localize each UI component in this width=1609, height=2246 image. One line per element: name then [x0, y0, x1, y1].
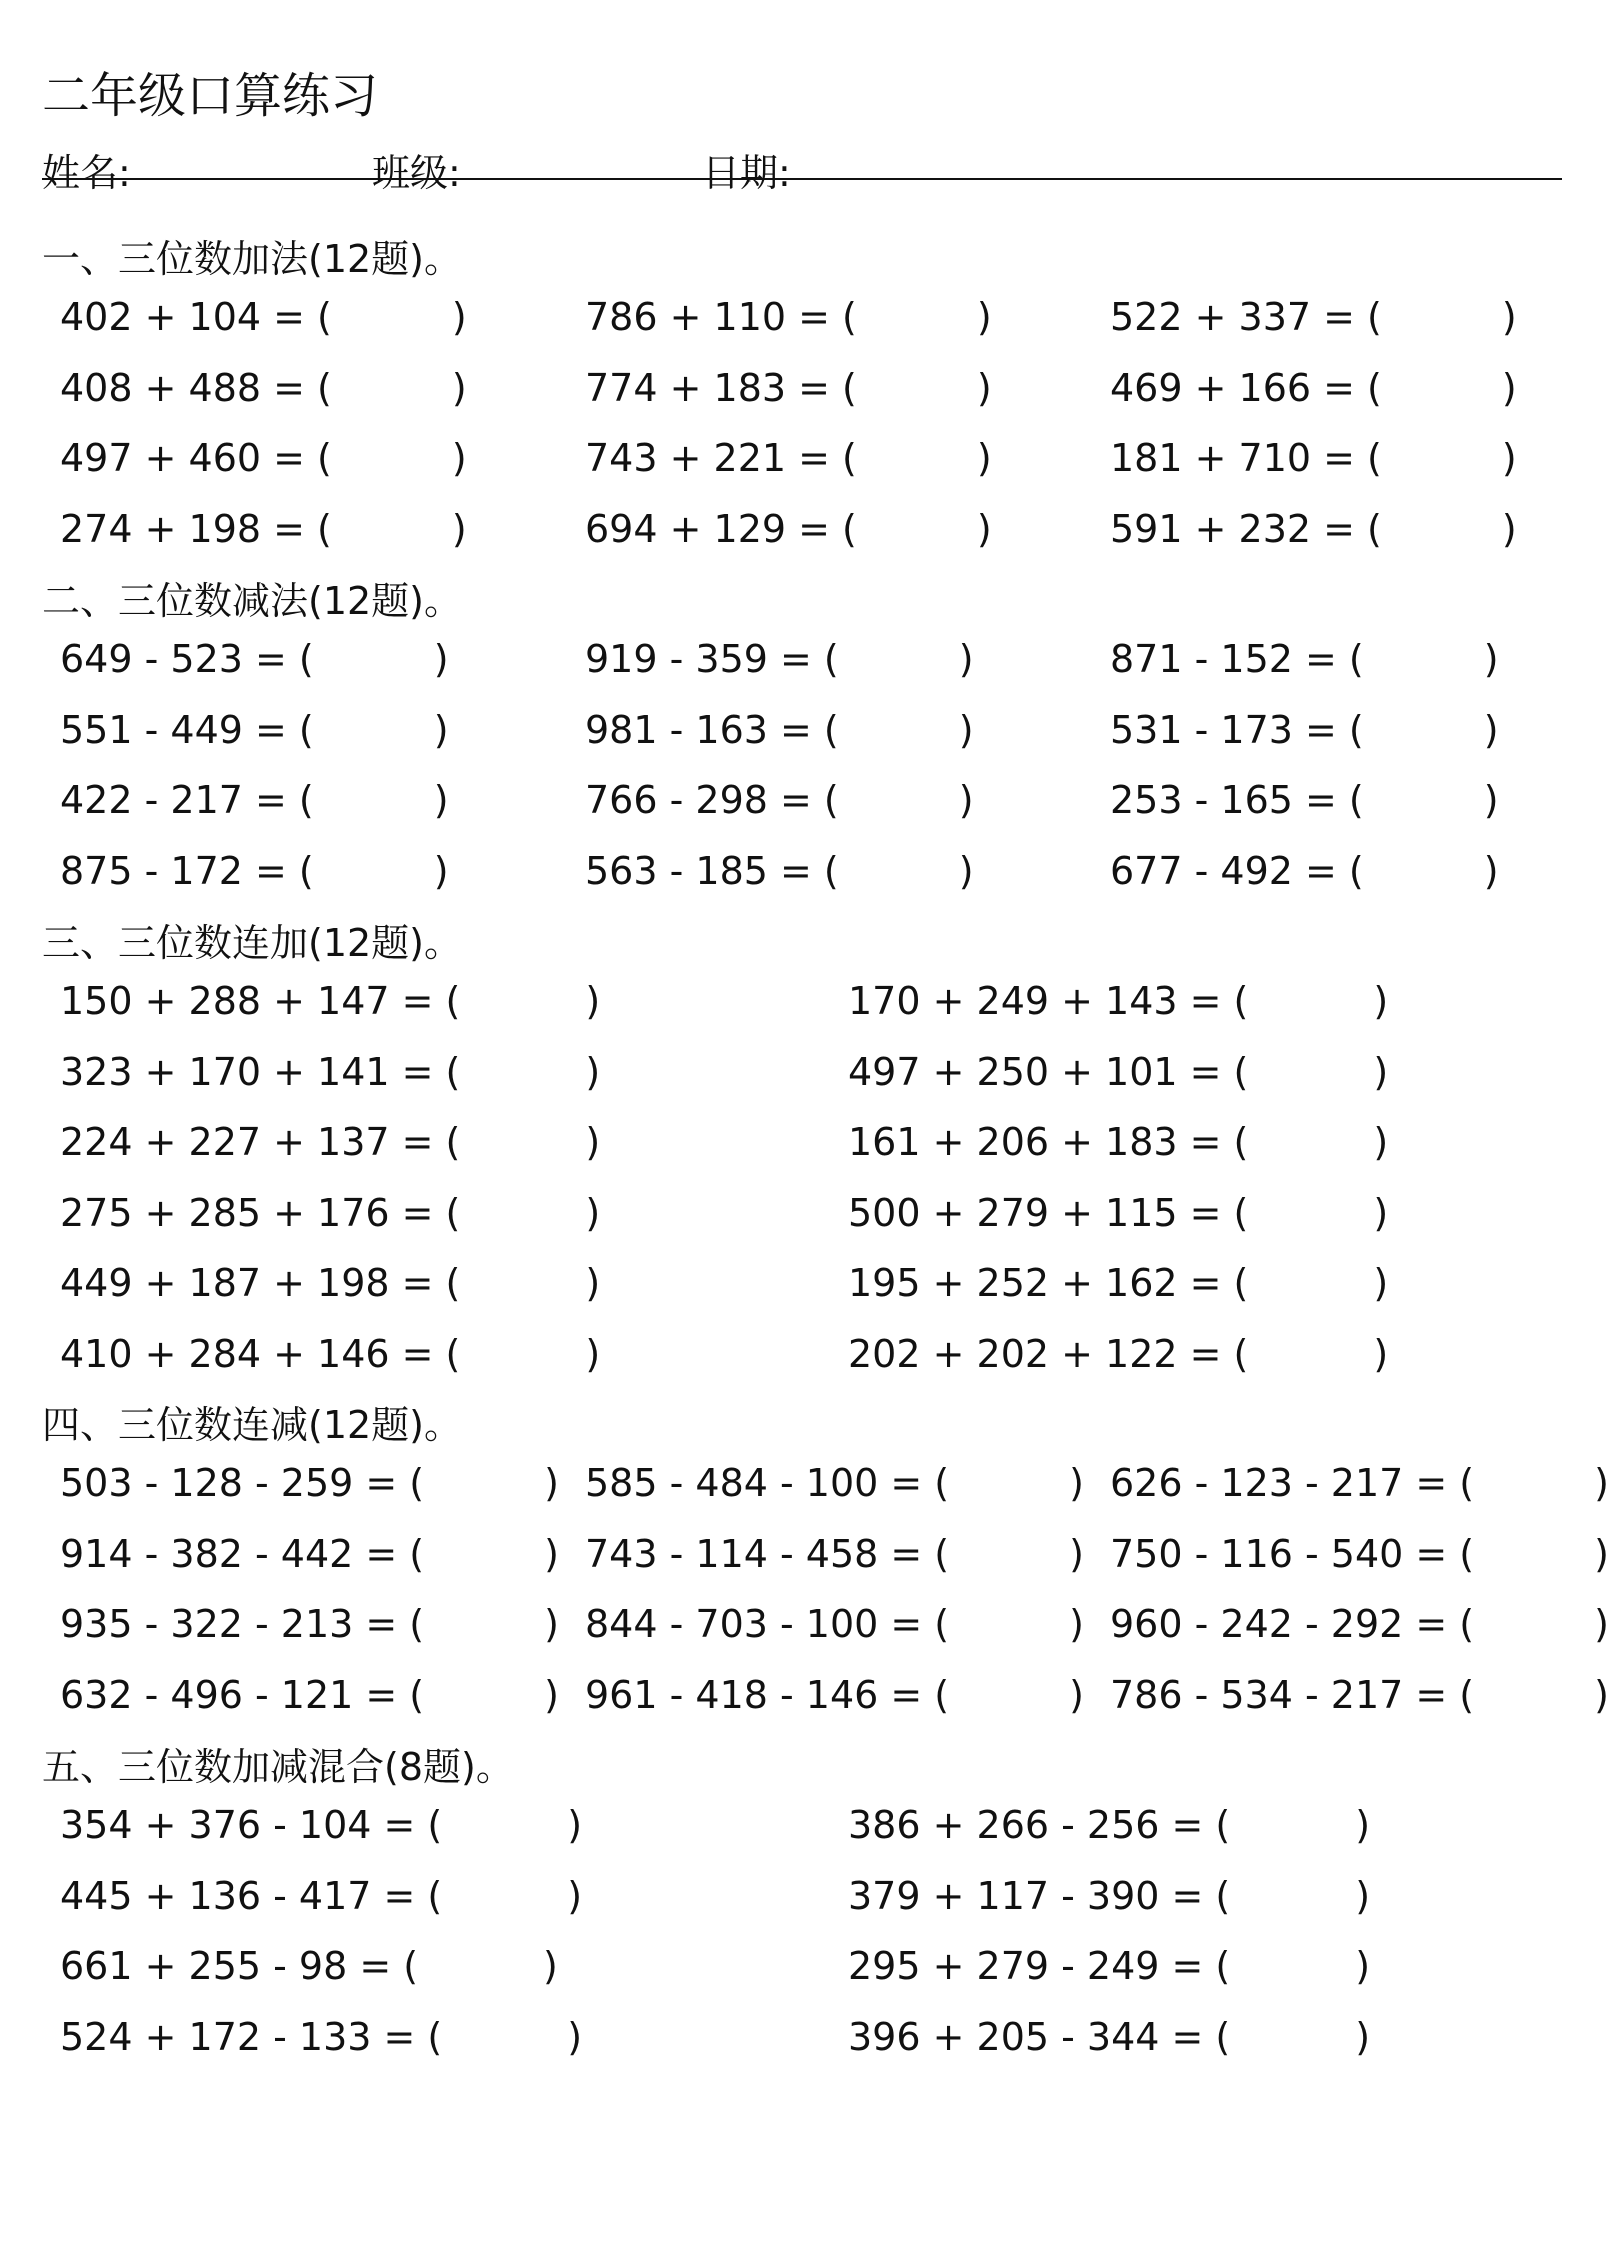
answer-open-paren: (: [934, 1672, 950, 1717]
problem-item: [1110, 292, 1517, 342]
problem-item: [848, 1941, 1370, 1991]
problem-item: [848, 976, 1388, 1026]
answer-close-paren: ): [1501, 365, 1517, 410]
answer-blank[interactable]: [314, 846, 434, 896]
answer-close-paren: ): [1594, 1531, 1609, 1576]
answer-close-paren: ): [433, 848, 449, 893]
answer-blank[interactable]: [839, 634, 959, 684]
answer-close-paren: ): [451, 295, 467, 339]
answer-open-paren: (: [298, 778, 314, 822]
problem-expression: 295 + 279 - 249 =: [848, 1944, 1204, 1988]
answer-blank[interactable]: [1382, 292, 1502, 342]
problem-expression: 410 + 284 + 146 =: [60, 1331, 434, 1376]
problem-expression: 386 + 266 - 256 =: [848, 1803, 1204, 1847]
answer-close-paren: ): [1069, 1602, 1084, 1646]
answer-blank[interactable]: [857, 292, 977, 342]
answer-close-paren: ): [1069, 1672, 1084, 1717]
answer-close-paren: ): [567, 1873, 583, 1918]
section-heading: 四、三位数连减(12题)。: [42, 1403, 463, 1447]
section-heading: 五、三位数加减混合(8题)。: [42, 1745, 514, 1789]
answer-open-paren: (: [934, 1531, 950, 1576]
problem-item: [1110, 504, 1517, 554]
problem-item: [1110, 1670, 1609, 1720]
problem-item: [585, 363, 992, 413]
answer-open-paren: (: [1348, 637, 1364, 681]
answer-close-paren: ): [1501, 506, 1517, 551]
answer-blank[interactable]: [1364, 705, 1484, 755]
answer-blank[interactable]: [839, 775, 959, 825]
answer-close-paren: ): [1069, 1531, 1084, 1576]
answer-close-paren: ): [976, 506, 992, 551]
answer-open-paren: (: [1348, 848, 1364, 893]
section-heading: 一、三位数加法(12题)。: [42, 237, 463, 281]
info-underline: [42, 178, 1562, 180]
answer-close-paren: ): [585, 1261, 601, 1305]
answer-close-paren: ): [1069, 1461, 1084, 1505]
problem-item: [60, 363, 467, 413]
problem-item: [585, 1458, 1084, 1508]
problem-expression: 694 + 129 =: [585, 506, 830, 551]
answer-blank[interactable]: [460, 976, 585, 1026]
answer-close-paren: ): [1373, 1049, 1389, 1094]
problem-expression: 786 + 110 =: [585, 295, 830, 339]
problem-expression: 253 - 165 =: [1110, 778, 1337, 822]
answer-open-paren: (: [841, 436, 857, 480]
problem-item: [60, 1329, 600, 1379]
problem-item: [848, 1117, 1388, 1167]
answer-blank[interactable]: [314, 705, 434, 755]
answer-blank[interactable]: [1474, 1670, 1594, 1720]
answer-blank[interactable]: [1474, 1529, 1594, 1579]
problem-item: [585, 292, 992, 342]
name-label: 姓名:: [42, 151, 131, 195]
problem-item: [1110, 634, 1499, 684]
problem-expression: 774 + 183 =: [585, 365, 830, 410]
problem-expression: 585 - 484 - 100 =: [585, 1461, 923, 1505]
answer-blank[interactable]: [1248, 1117, 1373, 1167]
problem-expression: 497 + 250 + 101 =: [848, 1049, 1222, 1094]
answer-open-paren: (: [427, 1803, 443, 1847]
problem-item: [1110, 1599, 1609, 1649]
answer-open-paren: (: [841, 295, 857, 339]
answer-blank[interactable]: [442, 1871, 567, 1921]
problem-expression: 202 + 202 + 122 =: [848, 1331, 1222, 1376]
answer-blank[interactable]: [424, 1458, 544, 1508]
problem-expression: 649 - 523 =: [60, 637, 287, 681]
answer-close-paren: ): [544, 1672, 559, 1717]
answer-close-paren: ): [451, 436, 467, 480]
answer-blank[interactable]: [839, 846, 959, 896]
problem-expression: 275 + 285 + 176 =: [60, 1190, 434, 1235]
problem-item: [1110, 1529, 1609, 1579]
answer-blank[interactable]: [857, 504, 977, 554]
answer-close-paren: ): [451, 365, 467, 410]
answer-open-paren: (: [1348, 707, 1364, 752]
answer-open-paren: (: [403, 1944, 419, 1988]
answer-close-paren: ): [585, 979, 601, 1023]
answer-blank[interactable]: [460, 1258, 585, 1308]
problem-expression: 354 + 376 - 104 =: [60, 1803, 416, 1847]
problem-item: [585, 1529, 1084, 1579]
answer-open-paren: (: [1366, 295, 1382, 339]
problem-item: [60, 433, 467, 483]
answer-close-paren: ): [567, 2014, 583, 2059]
answer-open-paren: (: [934, 1461, 950, 1505]
answer-open-paren: (: [1233, 1190, 1249, 1235]
answer-blank[interactable]: [949, 1458, 1069, 1508]
answer-blank[interactable]: [460, 1329, 585, 1379]
answer-open-paren: (: [1233, 1331, 1249, 1376]
answer-close-paren: ): [1355, 1803, 1371, 1847]
answer-open-paren: (: [1459, 1461, 1475, 1505]
answer-open-paren: (: [1459, 1672, 1475, 1717]
answer-open-paren: (: [934, 1602, 950, 1646]
answer-blank[interactable]: [949, 1529, 1069, 1579]
answer-blank[interactable]: [1248, 1047, 1373, 1097]
answer-close-paren: ): [433, 707, 449, 752]
answer-close-paren: ): [1501, 295, 1517, 339]
answer-blank[interactable]: [332, 504, 452, 554]
answer-close-paren: ): [1355, 1944, 1371, 1988]
problem-expression: 563 - 185 =: [585, 848, 812, 893]
problem-expression: 981 - 163 =: [585, 707, 812, 752]
answer-blank[interactable]: [857, 363, 977, 413]
answer-close-paren: ): [544, 1602, 559, 1646]
problem-expression: 224 + 227 + 137 =: [60, 1120, 434, 1164]
answer-close-paren: ): [1483, 707, 1499, 752]
answer-blank[interactable]: [1382, 363, 1502, 413]
problem-expression: 170 + 249 + 143 =: [848, 979, 1222, 1023]
answer-open-paren: (: [1233, 1120, 1249, 1164]
problem-expression: 379 + 117 - 390 =: [848, 1873, 1204, 1918]
problem-expression: 469 + 166 =: [1110, 365, 1355, 410]
answer-close-paren: ): [585, 1331, 601, 1376]
problem-item: [585, 775, 974, 825]
answer-close-paren: ): [1355, 2014, 1371, 2059]
problem-expression: 274 + 198 =: [60, 506, 305, 551]
answer-close-paren: ): [958, 848, 974, 893]
problem-expression: 181 + 710 =: [1110, 436, 1355, 480]
problem-expression: 531 - 173 =: [1110, 707, 1337, 752]
page-title: 二年级口算练习: [42, 68, 379, 124]
problem-expression: 161 + 206 + 183 =: [848, 1120, 1222, 1164]
problem-expression: 914 - 382 - 442 =: [60, 1531, 398, 1576]
problem-expression: 960 - 242 - 292 =: [1110, 1602, 1448, 1646]
answer-open-paren: (: [427, 2014, 443, 2059]
problem-expression: 500 + 279 + 115 =: [848, 1190, 1222, 1235]
problem-expression: 661 + 255 - 98 =: [60, 1944, 392, 1988]
date-label: 日期:: [702, 151, 791, 195]
problem-expression: 422 - 217 =: [60, 778, 287, 822]
problem-item: [848, 2012, 1370, 2062]
answer-blank[interactable]: [314, 775, 434, 825]
answer-open-paren: (: [409, 1461, 425, 1505]
answer-close-paren: ): [976, 436, 992, 480]
answer-blank[interactable]: [1364, 775, 1484, 825]
answer-close-paren: ): [1501, 436, 1517, 480]
answer-blank[interactable]: [1474, 1599, 1594, 1649]
answer-close-paren: ): [1483, 637, 1499, 681]
answer-open-paren: (: [316, 506, 332, 551]
answer-open-paren: (: [841, 365, 857, 410]
answer-close-paren: ): [544, 1461, 559, 1505]
problem-expression: 497 + 460 =: [60, 436, 305, 480]
answer-blank[interactable]: [460, 1188, 585, 1238]
answer-open-paren: (: [841, 506, 857, 551]
problem-item: [848, 1329, 1388, 1379]
answer-close-paren: ): [958, 778, 974, 822]
answer-blank[interactable]: [857, 433, 977, 483]
answer-open-paren: (: [1215, 1803, 1231, 1847]
answer-blank[interactable]: [1230, 2012, 1355, 2062]
answer-open-paren: (: [1215, 1873, 1231, 1918]
problem-expression: 551 - 449 =: [60, 707, 287, 752]
problem-expression: 875 - 172 =: [60, 848, 287, 893]
problem-expression: 591 + 232 =: [1110, 506, 1355, 551]
problem-expression: 408 + 488 =: [60, 365, 305, 410]
answer-open-paren: (: [1215, 1944, 1231, 1988]
problem-item: [848, 1800, 1370, 1850]
problem-item: [60, 1871, 582, 1921]
answer-open-paren: (: [298, 637, 314, 681]
answer-blank[interactable]: [949, 1599, 1069, 1649]
problem-item: [60, 1529, 559, 1579]
answer-open-paren: (: [1233, 1049, 1249, 1094]
problem-expression: 503 - 128 - 259 =: [60, 1461, 398, 1505]
answer-open-paren: (: [445, 1190, 461, 1235]
problem-expression: 402 + 104 =: [60, 295, 305, 339]
problem-expression: 195 + 252 + 162 =: [848, 1261, 1222, 1305]
problem-item: [585, 634, 974, 684]
answer-blank[interactable]: [332, 433, 452, 483]
problem-item: [1110, 363, 1517, 413]
problem-item: [848, 1047, 1388, 1097]
answer-close-paren: ): [976, 365, 992, 410]
problem-item: [60, 1258, 600, 1308]
problem-item: [848, 1258, 1388, 1308]
problem-item: [60, 2012, 582, 2062]
class-label: 班级:: [372, 151, 461, 195]
answer-close-paren: ): [585, 1190, 601, 1235]
problem-expression: 743 + 221 =: [585, 436, 830, 480]
answer-blank[interactable]: [839, 705, 959, 755]
answer-open-paren: (: [1233, 979, 1249, 1023]
answer-open-paren: (: [1348, 778, 1364, 822]
answer-open-paren: (: [445, 1331, 461, 1376]
answer-close-paren: ): [544, 1531, 559, 1576]
problem-item: [60, 504, 467, 554]
problem-item: [60, 1599, 559, 1649]
answer-open-paren: (: [409, 1531, 425, 1576]
problem-expression: 786 - 534 - 217 =: [1110, 1672, 1448, 1717]
answer-open-paren: (: [445, 979, 461, 1023]
answer-blank[interactable]: [1248, 1188, 1373, 1238]
answer-open-paren: (: [316, 365, 332, 410]
answer-close-paren: ): [451, 506, 467, 551]
answer-open-paren: (: [316, 436, 332, 480]
answer-close-paren: ): [1483, 778, 1499, 822]
answer-blank[interactable]: [1364, 846, 1484, 896]
answer-open-paren: (: [1233, 1261, 1249, 1305]
problem-item: [60, 846, 449, 896]
problem-item: [60, 976, 600, 1026]
answer-blank[interactable]: [460, 1047, 585, 1097]
answer-blank[interactable]: [1474, 1458, 1594, 1508]
answer-blank[interactable]: [332, 363, 452, 413]
answer-close-paren: ): [433, 778, 449, 822]
problem-expression: 626 - 123 - 217 =: [1110, 1461, 1448, 1505]
answer-close-paren: ): [433, 637, 449, 681]
problem-expression: 766 - 298 =: [585, 778, 812, 822]
answer-blank[interactable]: [1248, 1258, 1373, 1308]
problem-expression: 524 + 172 - 133 =: [60, 2014, 416, 2059]
answer-blank[interactable]: [442, 1800, 567, 1850]
problem-item: [848, 1188, 1388, 1238]
answer-open-paren: (: [409, 1602, 425, 1646]
problem-item: [1110, 433, 1517, 483]
problem-item: [1110, 705, 1499, 755]
section-heading: 三、三位数连加(12题)。: [42, 921, 463, 965]
answer-blank[interactable]: [1382, 504, 1502, 554]
problem-expression: 522 + 337 =: [1110, 295, 1355, 339]
problem-expression: 323 + 170 + 141 =: [60, 1049, 434, 1094]
problem-item: [60, 1117, 600, 1167]
answer-close-paren: ): [1373, 979, 1389, 1023]
answer-blank[interactable]: [314, 634, 434, 684]
answer-blank[interactable]: [1248, 976, 1373, 1026]
answer-blank[interactable]: [424, 1529, 544, 1579]
answer-blank[interactable]: [424, 1670, 544, 1720]
answer-open-paren: (: [445, 1120, 461, 1164]
problem-item: [60, 1670, 559, 1720]
answer-open-paren: (: [1366, 365, 1382, 410]
answer-blank[interactable]: [1248, 1329, 1373, 1379]
problem-expression: 844 - 703 - 100 =: [585, 1602, 923, 1646]
answer-blank[interactable]: [424, 1599, 544, 1649]
problem-expression: 961 - 418 - 146 =: [585, 1672, 923, 1717]
answer-close-paren: ): [1373, 1190, 1389, 1235]
problem-item: [585, 504, 992, 554]
answer-close-paren: ): [543, 1944, 558, 1988]
problem-expression: 632 - 496 - 121 =: [60, 1672, 398, 1717]
answer-close-paren: ): [1483, 848, 1499, 893]
problem-item: [585, 433, 992, 483]
problem-expression: 449 + 187 + 198 =: [60, 1261, 434, 1305]
answer-open-paren: (: [445, 1049, 461, 1094]
answer-open-paren: (: [823, 707, 839, 752]
problem-item: [848, 1871, 1370, 1921]
answer-close-paren: ): [976, 295, 992, 339]
answer-open-paren: (: [823, 848, 839, 893]
problem-item: [60, 1047, 600, 1097]
problem-item: [1110, 775, 1499, 825]
problem-expression: 677 - 492 =: [1110, 848, 1337, 893]
answer-open-paren: (: [409, 1672, 425, 1717]
problem-expression: 150 + 288 + 147 =: [60, 979, 434, 1023]
answer-blank[interactable]: [332, 292, 452, 342]
problem-item: [585, 1599, 1084, 1649]
answer-open-paren: (: [1215, 2014, 1231, 2059]
problem-item: [60, 1188, 600, 1238]
problem-expression: 750 - 116 - 540 =: [1110, 1531, 1448, 1576]
problem-expression: 743 - 114 - 458 =: [585, 1531, 923, 1576]
problem-expression: 871 - 152 =: [1110, 637, 1337, 681]
answer-close-paren: ): [1373, 1261, 1389, 1305]
answer-open-paren: (: [1366, 506, 1382, 551]
problem-item: [60, 705, 449, 755]
problem-item: [60, 1941, 558, 1991]
answer-blank[interactable]: [442, 2012, 567, 2062]
answer-close-paren: ): [958, 637, 974, 681]
answer-open-paren: (: [823, 637, 839, 681]
answer-close-paren: ): [958, 707, 974, 752]
answer-open-paren: (: [298, 848, 314, 893]
problem-item: [585, 1670, 1084, 1720]
problem-item: [60, 1800, 582, 1850]
answer-close-paren: ): [1373, 1120, 1389, 1164]
answer-blank[interactable]: [1230, 1800, 1355, 1850]
problem-expression: 919 - 359 =: [585, 637, 812, 681]
answer-open-paren: (: [298, 707, 314, 752]
answer-close-paren: ): [1594, 1672, 1609, 1717]
answer-close-paren: ): [1594, 1602, 1609, 1646]
problem-expression: 445 + 136 - 417 =: [60, 1873, 416, 1918]
answer-blank[interactable]: [1382, 433, 1502, 483]
problem-item: [60, 292, 467, 342]
problem-item: [60, 775, 449, 825]
problem-item: [1110, 1458, 1609, 1508]
answer-close-paren: ): [585, 1120, 601, 1164]
problem-expression: 396 + 205 - 344 =: [848, 2014, 1204, 2059]
problem-item: [1110, 846, 1499, 896]
answer-open-paren: (: [1366, 436, 1382, 480]
section-heading: 二、三位数减法(12题)。: [42, 579, 463, 623]
answer-blank[interactable]: [1230, 1871, 1355, 1921]
answer-blank[interactable]: [949, 1670, 1069, 1720]
answer-open-paren: (: [823, 778, 839, 822]
answer-close-paren: ): [1594, 1461, 1609, 1505]
answer-open-paren: (: [1459, 1602, 1475, 1646]
answer-close-paren: ): [1355, 1873, 1371, 1918]
problem-item: [60, 634, 449, 684]
problem-expression: 935 - 322 - 213 =: [60, 1602, 398, 1646]
problem-item: [60, 1458, 559, 1508]
problem-item: [585, 705, 974, 755]
answer-close-paren: ): [1373, 1331, 1389, 1376]
answer-open-paren: (: [1459, 1531, 1475, 1576]
answer-open-paren: (: [427, 1873, 443, 1918]
answer-blank[interactable]: [1230, 1941, 1355, 1991]
problem-item: [585, 846, 974, 896]
answer-blank[interactable]: [460, 1117, 585, 1167]
answer-open-paren: (: [445, 1261, 461, 1305]
answer-blank[interactable]: [1364, 634, 1484, 684]
answer-close-paren: ): [585, 1049, 601, 1094]
answer-close-paren: ): [567, 1803, 583, 1847]
answer-blank[interactable]: [418, 1941, 543, 1991]
answer-open-paren: (: [316, 295, 332, 339]
